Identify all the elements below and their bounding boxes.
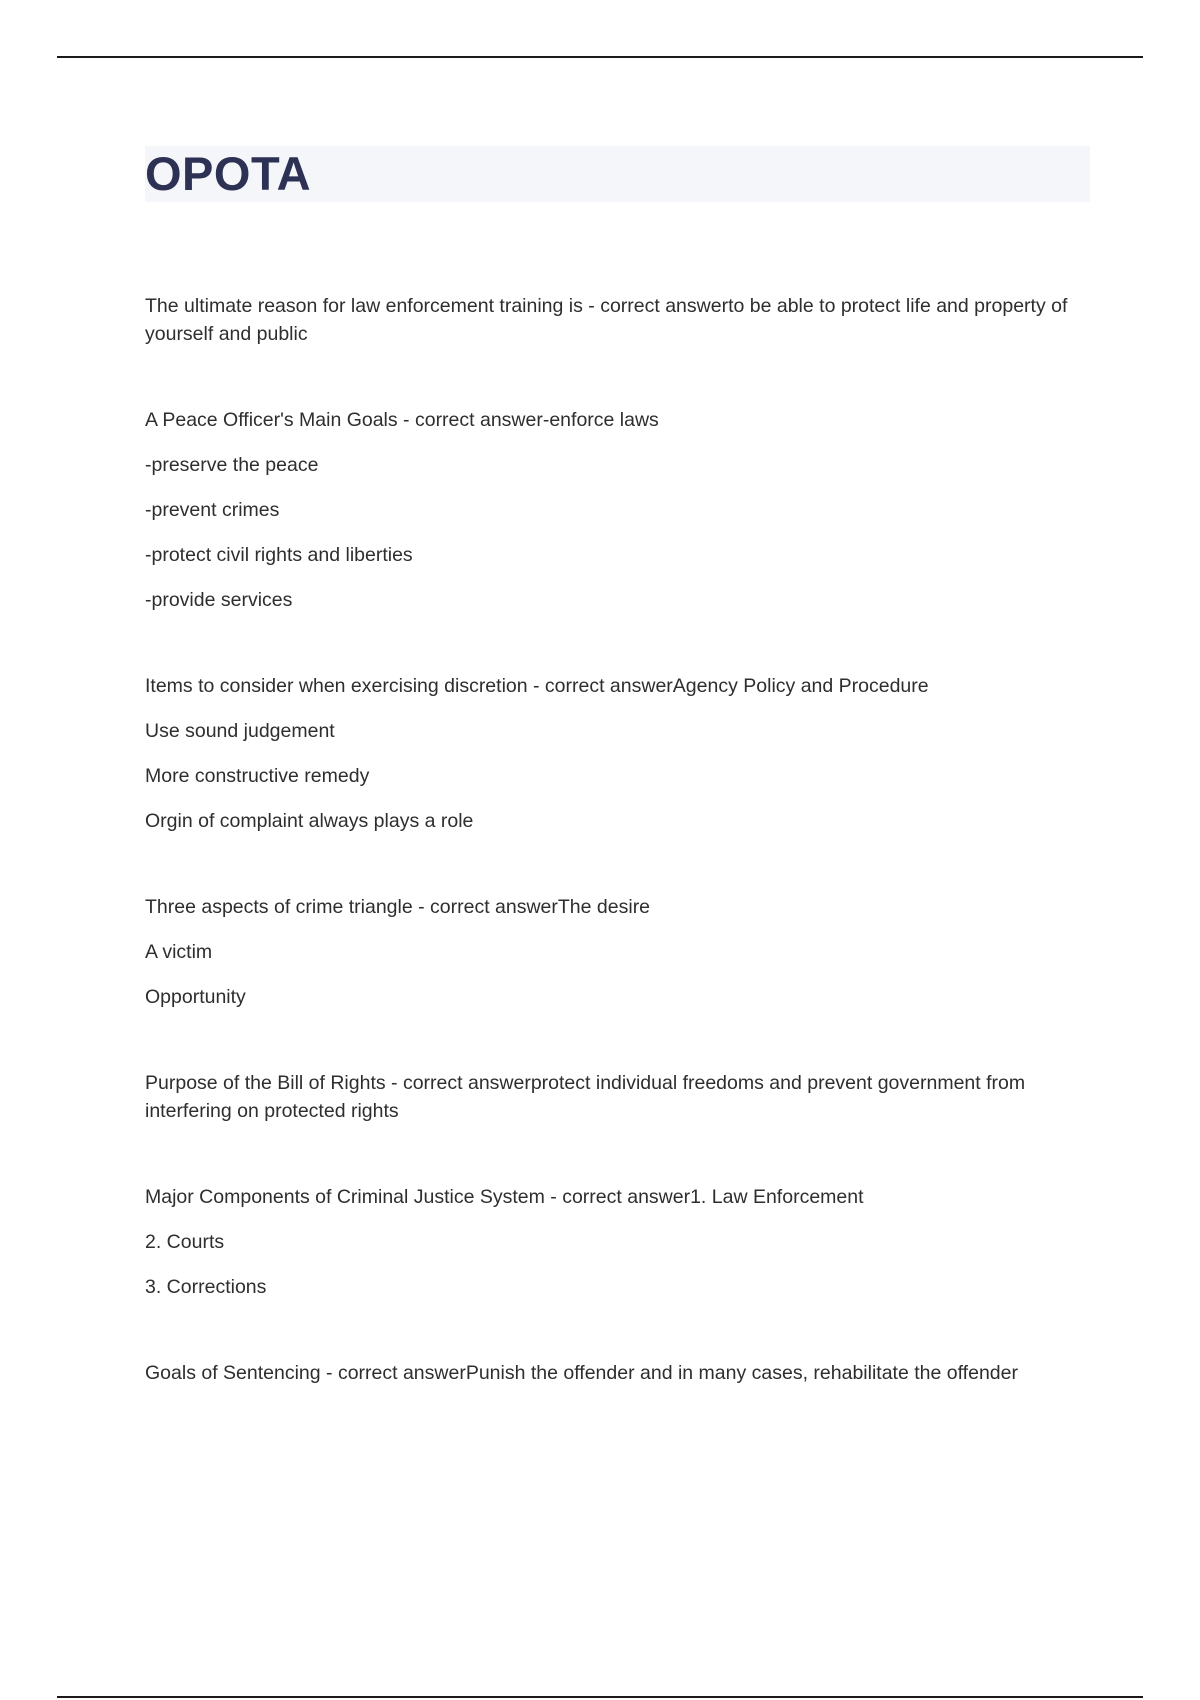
document-body xyxy=(145,292,1085,1445)
entry-line: Goals of Sentencing - correct answerPunish the offender and in many cases, rehabilitate the offender xyxy=(145,1362,1018,1384)
entry-line: 3. Corrections xyxy=(145,1276,267,1298)
entry-line: -preserve the peace xyxy=(145,454,319,476)
entry-line: Use sound judgement xyxy=(145,720,335,742)
qa-entry xyxy=(145,292,1085,348)
qa-entry xyxy=(145,406,1085,614)
entry-line: A victim xyxy=(145,941,213,963)
entry-line: Three aspects of crime triangle - correct answerThe desire xyxy=(145,896,651,918)
entry-line: More constructive remedy xyxy=(145,765,370,787)
qa-entry xyxy=(145,1359,1085,1387)
entry-line: -protect civil rights and liberties xyxy=(145,544,413,566)
entry-line: Opportunity xyxy=(145,986,246,1008)
top-rule xyxy=(57,56,1143,58)
entry-line: Items to consider when exercising discretion - correct answerAgency Policy and Procedure xyxy=(145,675,929,697)
entry-line: Orgin of complaint always plays a role xyxy=(145,810,474,832)
entry-line: Major Components of Criminal Justice System - correct answer1. Law Enforcement xyxy=(145,1186,864,1208)
entry-line: -provide services xyxy=(145,589,293,611)
qa-entry xyxy=(145,672,1085,835)
qa-entry xyxy=(145,1069,1085,1125)
entry-line: Purpose of the Bill of Rights - correct answerprotect individual freedoms and prevent government from interfering on protected rights xyxy=(145,1072,1026,1122)
page-title: OPOTA xyxy=(145,147,312,200)
qa-entry xyxy=(145,893,1085,1011)
entry-line: The ultimate reason for law enforcement training is - correct answerto be able to protect life and property of yourself and public xyxy=(145,295,1068,345)
qa-entry xyxy=(145,1183,1085,1301)
entry-line: A Peace Officer's Main Goals - correct answer-enforce laws xyxy=(145,409,659,431)
entry-line: 2. Courts xyxy=(145,1231,225,1253)
entry-line: -prevent crimes xyxy=(145,499,280,521)
bottom-rule xyxy=(57,1696,1143,1698)
